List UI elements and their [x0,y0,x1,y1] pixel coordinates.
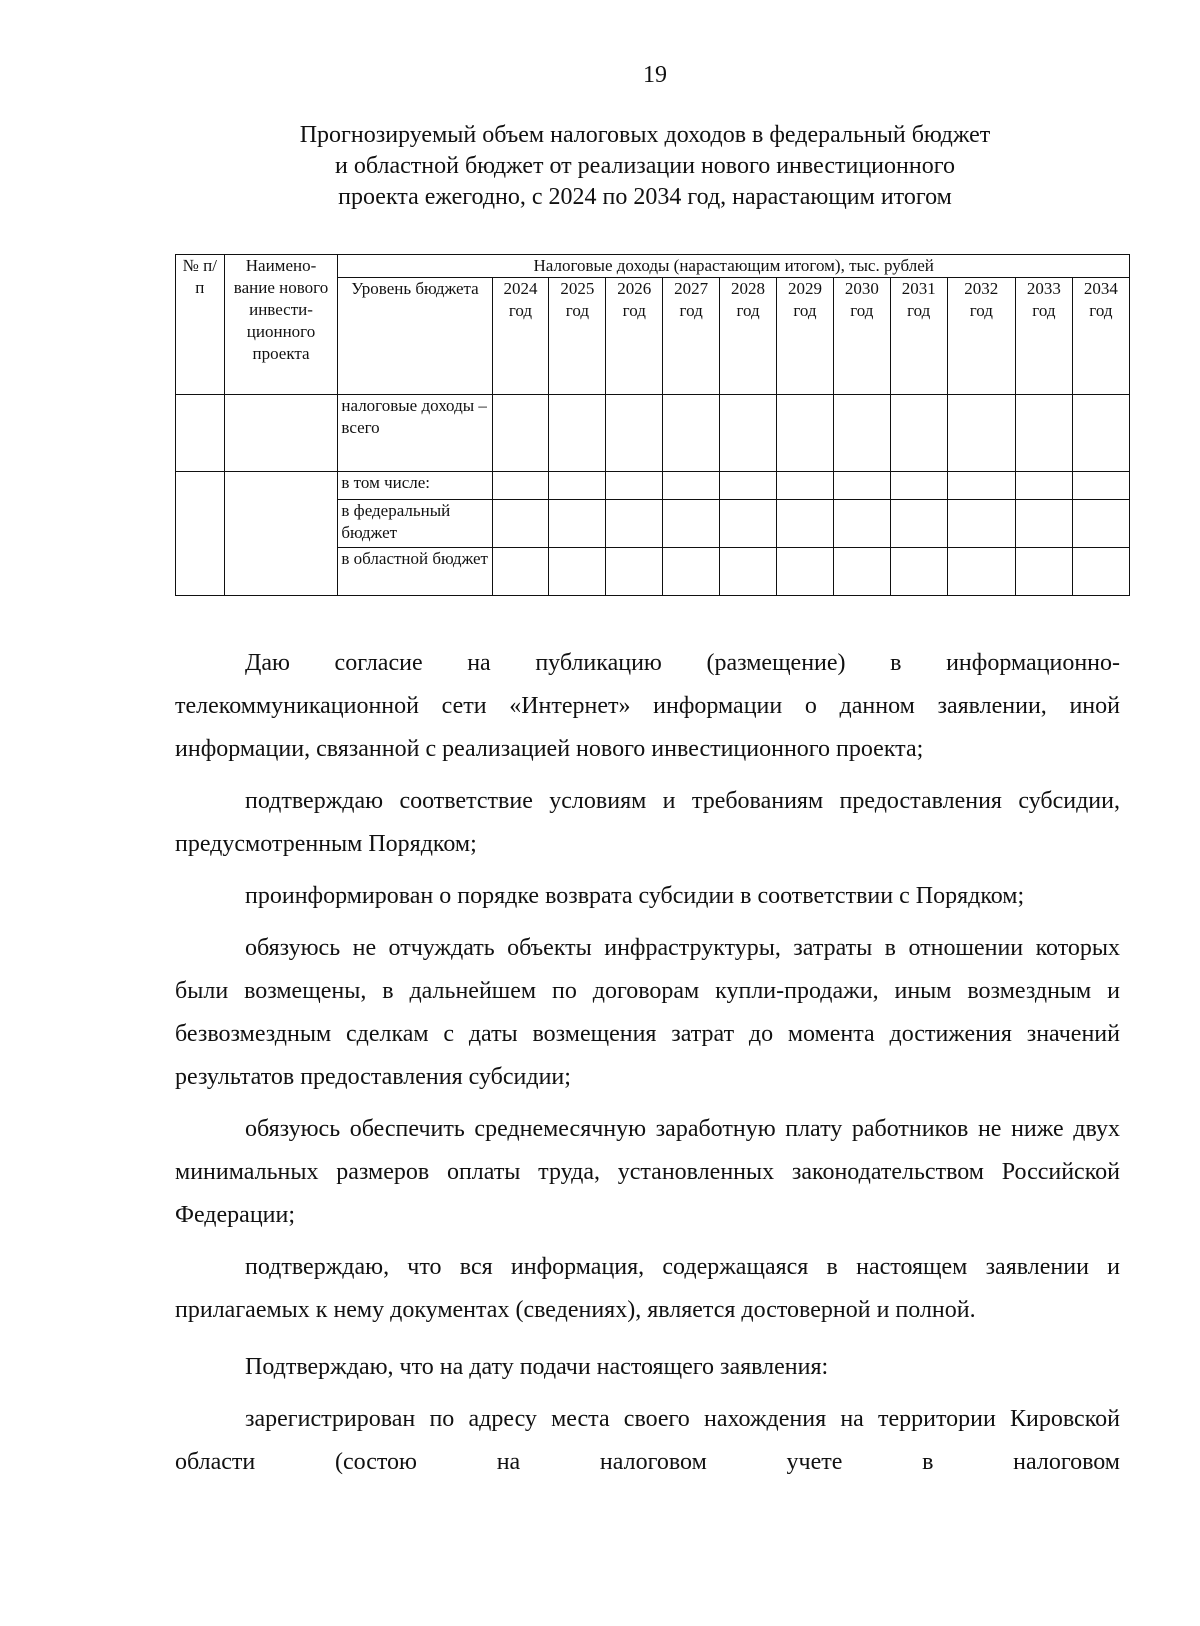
header-project-name: Наимено-вание нового инвести-ционного проекта [224,255,338,395]
row-label-regional: в областной бюджет [338,548,492,596]
header-year: 2030 год [833,278,890,395]
paragraph-refund: проинформирован о порядке возврата субсидии в соответствии с Порядком; [245,883,1025,909]
paragraph-consent: Даю согласие на публикацию (размещение) в информационно-телекоммуникационной сети «Интернет» информации о данном заявлении, иной информации, связанной с реализацией нового инвестиционного проекта; [175,650,1120,762]
header-year: 2026 год [606,278,663,395]
title-line-1: Прогнозируемый объем налоговых доходов в федеральный бюджет [299,122,991,148]
paragraph-salary: обязуюсь обеспечить среднемесячную заработную плату работников не ниже двух минимальных размеров оплаты труда, установленных законодательством Российской Федерации; [175,1116,1120,1228]
table-row [176,472,1130,500]
paragraph-infrastructure: обязуюсь не отчуждать объекты инфраструктуры, затраты в отношении которых были возмещены, в дальнейшем по договорам купли-продажи, иным возмездным и безвозмездным сделкам с даты возмещения затрат до момента достижения значений результатов предоставления субсидии; [175,935,1120,1090]
paragraph-registered: зарегистрирован по адресу места своего нахождения на территории Кировской области (состою на налоговом учете в налоговом [175,1406,1120,1475]
paragraph-conditions: подтверждаю соответствие условиям и требованиям предоставления субсидии, предусмотренным Порядком; [175,788,1120,857]
row-label-federal: в федеральный бюджет [338,500,492,548]
header-year: 2029 год [777,278,834,395]
header-year: 2027 год [663,278,720,395]
header-year: 2025 год [549,278,606,395]
page-number: 19 [643,62,667,88]
header-year: 2031 год [890,278,947,395]
title-line-2: и областной бюджет от реализации нового инвестиционного [335,153,955,179]
header-year: 2034 год [1072,278,1129,395]
header-year: 2032 год [947,278,1015,395]
header-number: № п/п [176,255,225,395]
tax-revenue-table [175,254,1130,596]
header-tax-revenue-group: Налоговые доходы (нарастающим итогом), тыс. рублей [338,255,1130,278]
table-title [200,120,1090,213]
table-row [176,395,1130,472]
paragraph-confirm: Подтверждаю, что на дату подачи настоящего заявления: [245,1354,829,1380]
paragraph-accuracy: подтверждаю, что вся информация, содержащаяся в настоящем заявлении и прилагаемых к нему документах (сведениях), является достоверной и полной. [175,1254,1120,1323]
header-year: 2033 год [1015,278,1072,395]
row-label-including: в том числе: [338,472,492,500]
title-line-3: проекта ежегодно, с 2024 по 2034 год, нарастающим итогом [338,184,952,210]
header-year: 2024 год [492,278,549,395]
body-text [175,642,1120,1484]
header-year: 2028 год [720,278,777,395]
header-budget-level: Уровень бюджета [338,278,492,395]
row-label-total: налоговые доходы – всего [338,395,492,472]
